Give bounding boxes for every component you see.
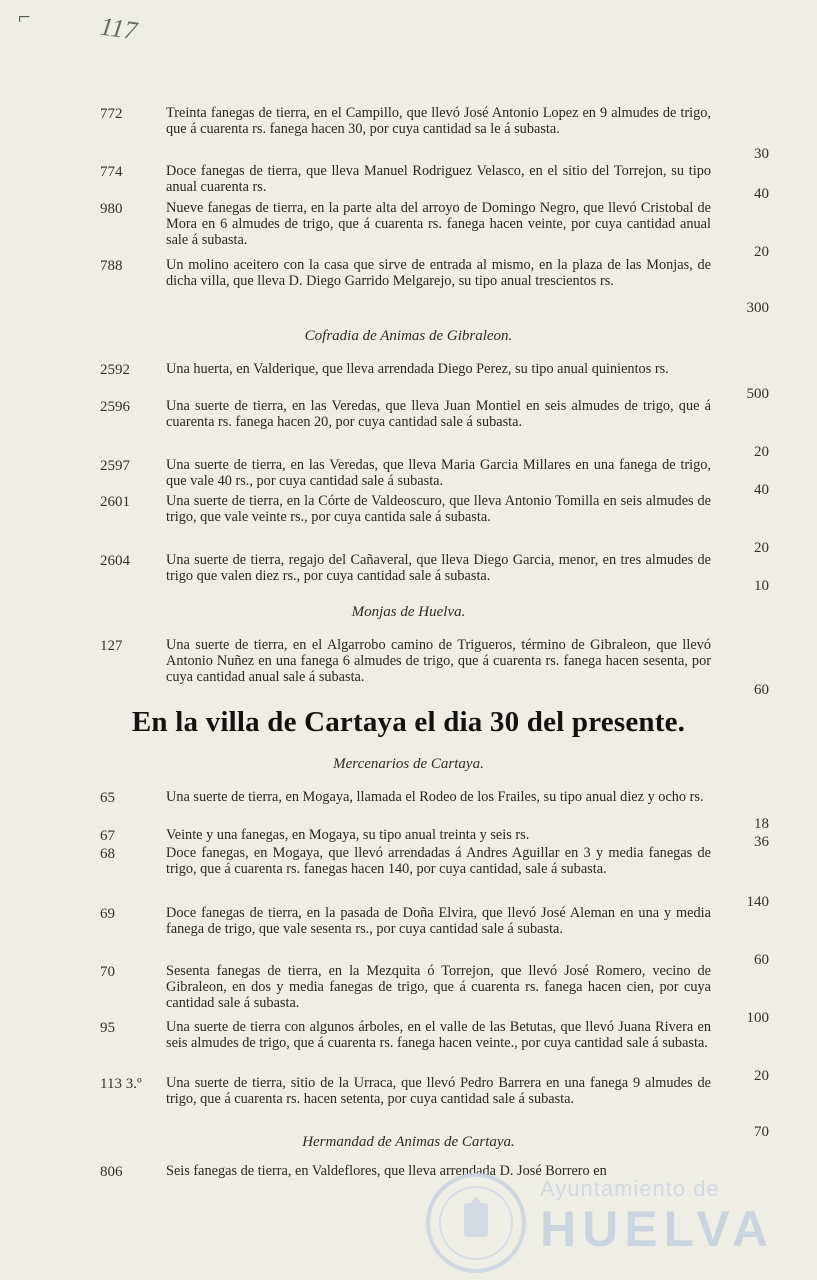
entry-text: Una suerte de tierra, regajo del Cañaveral, que lleva Diego Garcia, menor, en tres almudes de trigo que valen diez rs., por cuya cantidad sale á subasta. bbox=[166, 552, 711, 584]
entry-amount: 140 bbox=[746, 894, 769, 910]
entry-text: Un molino aceitero con la casa que sirve de entrada al mismo, en la plaza de las Monjas, de dicha villa, que lleva D. Diego Garrido Melgarejo, su tipo anual trescientos rs. bbox=[166, 257, 711, 289]
place-heading: En la villa de Cartaya el dia 30 del presente. bbox=[131, 706, 686, 738]
archive-watermark bbox=[420, 1168, 780, 1278]
entry-number: 70 bbox=[100, 964, 115, 980]
entry-amount: 10 bbox=[754, 578, 769, 594]
entry-text: Treinta fanegas de tierra, en el Campillo, que llevó José Antonio Lopez en 9 almudes de trigo, que á cuarenta rs. fanega hacen 30, por cuya cantidad sa le á subasta. bbox=[166, 105, 711, 137]
section-title: Hermandad de Animas de Cartaya. bbox=[302, 1134, 515, 1150]
entry-text: Una suerte de tierra, en Mogaya, llamada el Rodeo de los Frailes, su tipo anual diez y ocho rs. bbox=[166, 789, 704, 805]
entry-text: Una suerte de tierra, en el Algarrobo camino de Trigueros, término de Gibraleon, que llevó Antonio Nuñez en una fanega 6 almudes de trigo, que á cuarenta rs. fanega hacen sesenta, por cuya cantidad anual sale á subasta. bbox=[166, 637, 711, 685]
entry-text: Una suerte de tierra con algunos árboles, en el valle de las Betutas, que llevó Juana Rivera en seis almudes de trigo, que á cuarenta rs. fanega hacen veinte., por cuya cantidad sale á subasta. bbox=[166, 1019, 711, 1051]
entry-number: 69 bbox=[100, 906, 115, 922]
entry-number: 95 bbox=[100, 1020, 115, 1036]
entry-amount: 70 bbox=[754, 1124, 769, 1140]
section-title: Monjas de Huelva. bbox=[351, 604, 466, 620]
entry-text: Doce fanegas de tierra, que lleva Manuel Rodriguez Velasco, en el sitio del Torrejon, su tipo anual cuarenta rs. bbox=[166, 163, 711, 195]
entry-number: 806 bbox=[100, 1164, 123, 1180]
entry-number: 68 bbox=[100, 846, 115, 862]
entry-text: Nueve fanegas de tierra, en la parte alta del arroyo de Domingo Negro, que llevó Cristobal de Mora en 6 almudes de trigo, que á cuarenta rs. fanega hacen veinte, por cuya cantidad anual sale á subasta. bbox=[166, 200, 711, 248]
entry-text: Doce fanegas, en Mogaya, que llevó arrendadas á Andres Aguillar en 3 y media fanegas de trigo, que á cuarenta rs. fanegas hacen 140, por cuya cantidad, sale á subasta. bbox=[166, 845, 711, 877]
entry-number: 2592 bbox=[100, 362, 130, 378]
entry-number: 127 bbox=[100, 638, 123, 654]
entry-text: Una suerte de tierra, en las Veredas, que lleva Juan Montiel en seis almudes de trigo, que á cuarenta rs. fanega hacen 20, por cuya cantidad sale á subasta. bbox=[166, 398, 711, 430]
entry-amount: 20 bbox=[754, 244, 769, 260]
entry-number: 65 bbox=[100, 790, 115, 806]
entry-number: 113 3.º bbox=[100, 1076, 142, 1092]
city-seal-icon bbox=[420, 1168, 532, 1278]
entry-amount: 20 bbox=[754, 1068, 769, 1084]
corner-mark: ⌐ bbox=[18, 4, 31, 29]
entry-text: Una suerte de tierra, en la Córte de Valdeoscuro, que lleva Antonio Tomilla en seis almudes de trigo, que vale veinte rs., por cuya cantida sale á subasta. bbox=[166, 493, 711, 525]
entry-amount: 20 bbox=[754, 444, 769, 460]
folio-note: 117 bbox=[98, 11, 139, 46]
entry-number: 2601 bbox=[100, 494, 130, 510]
entry-text: Doce fanegas de tierra, en la pasada de Doña Elvira, que llevó José Aleman en una y media fanega de trigo, que vale sesenta rs., por cuya cantidad sale á subasta. bbox=[166, 905, 711, 937]
entry-text: Seis fanegas de tierra, en Valdeflores, que lleva arrendada D. José Borrero en bbox=[166, 1163, 607, 1179]
entry-text: Veinte y una fanegas, en Mogaya, su tipo anual treinta y seis rs. bbox=[166, 827, 530, 843]
entry-number: 772 bbox=[100, 106, 123, 122]
entry-number: 2604 bbox=[100, 553, 130, 569]
entry-amount: 500 bbox=[746, 386, 769, 402]
entry-amount: 60 bbox=[754, 682, 769, 698]
entry-number: 67 bbox=[100, 828, 115, 844]
entry-amount: 40 bbox=[754, 482, 769, 498]
entry-amount: 36 bbox=[754, 834, 769, 850]
entry-number: 788 bbox=[100, 258, 123, 274]
entry-text: Una huerta, en Valderique, que lleva arrendada Diego Perez, su tipo anual quinientos rs. bbox=[166, 361, 669, 377]
entry-text: Una suerte de tierra, en las Veredas, que lleva Maria Garcia Millares en una fanega de trigo, que vale 40 rs., por cuya cantidad sale á subasta. bbox=[166, 457, 711, 489]
entry-amount: 40 bbox=[754, 186, 769, 202]
entry-amount: 100 bbox=[746, 1010, 769, 1026]
entry-number: 2597 bbox=[100, 458, 130, 474]
entry-amount: 20 bbox=[754, 540, 769, 556]
entry-text: Sesenta fanegas de tierra, en la Mezquita ó Torrejon, que llevó José Romero, vecino de Gibraleon, en dos y media fanegas de trigo, que á cuarenta rs. fanega hacen cien, por cuya cantidad sale á subasta. bbox=[166, 963, 711, 1011]
entry-amount: 60 bbox=[754, 952, 769, 968]
entry-amount: 30 bbox=[754, 146, 769, 162]
section-title: Cofradia de Animas de Gibraleon. bbox=[304, 328, 513, 344]
entry-number: 980 bbox=[100, 201, 123, 217]
entry-number: 2596 bbox=[100, 399, 130, 415]
entry-number: 774 bbox=[100, 164, 123, 180]
watermark-top-text: Ayuntamiento de bbox=[540, 1176, 720, 1201]
entry-amount: 18 bbox=[754, 816, 769, 832]
section-title: Mercenarios de Cartaya. bbox=[333, 756, 484, 772]
entry-text: Una suerte de tierra, sitio de la Urraca, que llevó Pedro Barrera en una fanega 9 almudes de trigo, que á cuarenta rs. hacen setenta, por cuya cantidad sale á subasta. bbox=[166, 1075, 711, 1107]
entry-amount: 300 bbox=[746, 300, 769, 316]
watermark-city-name: HUELVA bbox=[540, 1201, 775, 1257]
